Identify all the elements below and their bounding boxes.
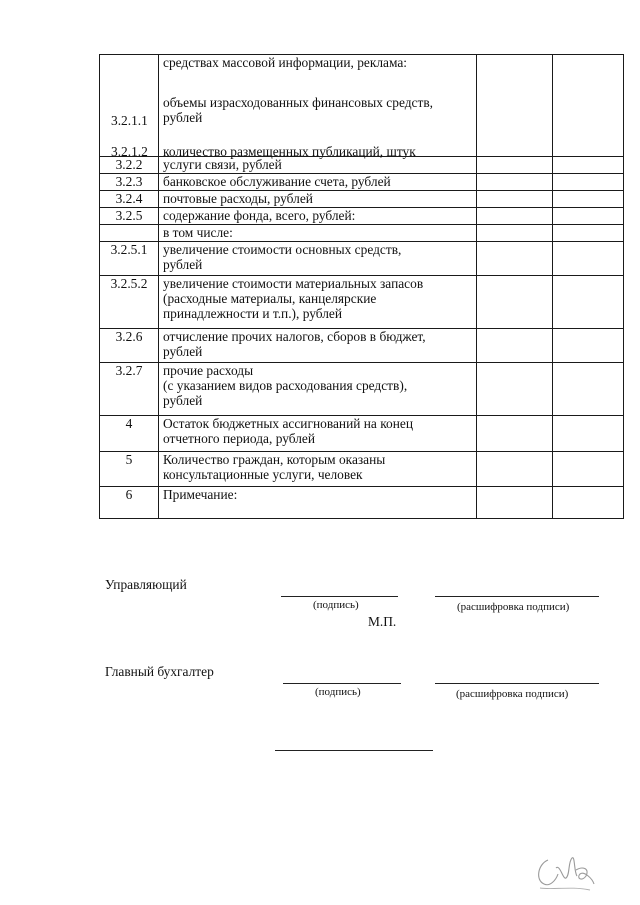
value-cell: [553, 363, 624, 416]
row-description-text: средствах массовой информации, реклама:: [163, 55, 408, 70]
value-cell: [553, 191, 624, 208]
value-cell: [553, 174, 624, 191]
row-description: отчисление прочих налогов, сборов в бюджет, рублей: [159, 329, 477, 363]
manager-label: Управляющий: [105, 577, 187, 592]
table-row: [100, 416, 624, 452]
value-cell: [477, 487, 553, 519]
value-cell: [477, 208, 553, 225]
row-description: почтовые расходы, рублей: [159, 191, 477, 208]
value-cell: [477, 191, 553, 208]
value-cell: [477, 416, 553, 452]
value-cell: [477, 225, 553, 242]
accountant-decryption-caption: (расшифровка подписи): [456, 688, 569, 700]
value-cell: [477, 157, 553, 174]
table-row: [100, 174, 624, 191]
row-description: Примечание:: [159, 487, 477, 519]
row-description-text: количество размещенных публикаций, штук: [163, 144, 416, 159]
row-number: [100, 225, 159, 242]
table-row: [100, 242, 624, 276]
report-table: [99, 54, 624, 519]
value-cell: [553, 487, 624, 519]
table-row: [100, 208, 624, 225]
accountant-signature-caption: (подпись): [315, 686, 361, 698]
row-description: банковское обслуживание счета, рублей: [159, 174, 477, 191]
value-cell: [553, 225, 624, 242]
manager-decryption-caption: (расшифровка подписи): [457, 601, 570, 613]
row-description: в том числе:: [159, 225, 477, 242]
row-number: 5: [100, 452, 159, 487]
value-cell: [553, 416, 624, 452]
accountant-signature-line: [283, 683, 401, 684]
row-number: 3.2.7: [100, 363, 159, 416]
blank-line: [275, 750, 433, 751]
table-row: [100, 55, 624, 157]
value-cell: [477, 363, 553, 416]
value-cell: [553, 276, 624, 329]
table-row: [100, 157, 624, 174]
value-cell: [553, 55, 624, 157]
row-description: увеличение стоимости материальных запасов (расходные материалы, канцелярские принадлежности и т.п.), рублей: [159, 276, 477, 329]
table-row: [100, 225, 624, 242]
table-row: [100, 452, 624, 487]
row-number: 6: [100, 487, 159, 519]
row-number-text: 3.2.1.1: [111, 113, 148, 128]
row-number-text: 3.2.1.2: [111, 144, 148, 159]
row-number: 3.2.3: [100, 174, 159, 191]
table-row: [100, 191, 624, 208]
row-number: [100, 55, 159, 157]
value-cell: [553, 208, 624, 225]
value-cell: [477, 174, 553, 191]
stamp-label: М.П.: [368, 614, 397, 629]
row-number: 3.2.4: [100, 191, 159, 208]
table-row: [100, 329, 624, 363]
value-cell: [477, 452, 553, 487]
row-number: 3.2.5.2: [100, 276, 159, 329]
handwritten-initials: [532, 850, 598, 894]
row-number: 3.2.5: [100, 208, 159, 225]
row-number: 3.2.2: [100, 157, 159, 174]
value-cell: [477, 242, 553, 276]
manager-signature-line: [281, 596, 398, 597]
row-description: увеличение стоимости основных средств, рублей: [159, 242, 477, 276]
manager-signature-caption: (подпись): [313, 599, 359, 611]
row-number: 3.2.6: [100, 329, 159, 363]
value-cell: [553, 329, 624, 363]
row-number: 3.2.5.1: [100, 242, 159, 276]
value-cell: [553, 157, 624, 174]
row-description: [159, 55, 477, 157]
accountant-decryption-line: [435, 683, 599, 684]
row-description: Остаток бюджетных ассигнований на конец отчетного периода, рублей: [159, 416, 477, 452]
table-row: [100, 363, 624, 416]
value-cell: [477, 55, 553, 157]
row-description-text: объемы израсходованных финансовых средств, рублей: [163, 95, 433, 125]
value-cell: [477, 329, 553, 363]
accountant-label: Главный бухгалтер: [105, 664, 214, 679]
table-row: [100, 276, 624, 329]
value-cell: [553, 242, 624, 276]
value-cell: [553, 452, 624, 487]
manager-decryption-line: [435, 596, 599, 597]
row-description: услуги связи, рублей: [159, 157, 477, 174]
row-number: 4: [100, 416, 159, 452]
row-description: содержание фонда, всего, рублей:: [159, 208, 477, 225]
row-description: прочие расходы (с указанием видов расходования средств), рублей: [159, 363, 477, 416]
table-row: [100, 487, 624, 519]
row-description: Количество граждан, которым оказаны консультационные услуги, человек: [159, 452, 477, 487]
value-cell: [477, 276, 553, 329]
